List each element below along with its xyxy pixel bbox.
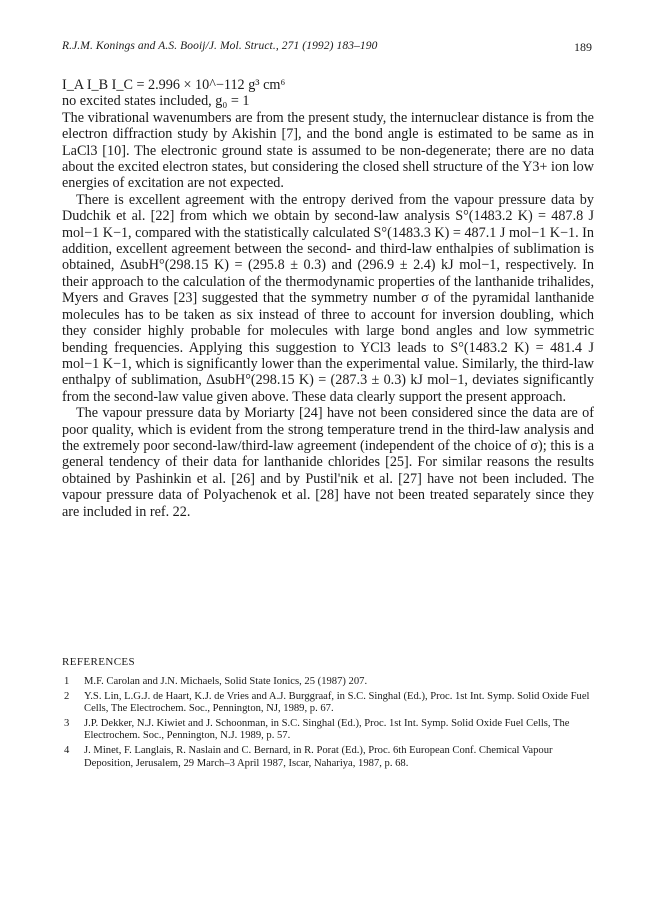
excited-states-line: no excited states included, g₀ = 1 xyxy=(62,93,250,110)
reference-number: 1 xyxy=(64,676,70,687)
reference-text: M.F. Carolan and J.N. Michaels, Solid State Ionics, 25 (1987) 207. xyxy=(84,676,368,687)
running-head: R.J.M. Konings and A.S. Booij/J. Mol. Struct., 271 (1992) 183–190 xyxy=(62,40,378,52)
paragraph-1: The vibrational wavenumbers are from the present study, the internuclear distance is from the electron diffraction study by Akishin [7], and the bond angle is estimated to be same as in LaCl3 [10]. The electronic ground state is assumed to be non-degenerate; there are no data about the excited electron states, but considering the closed shell structure of the Y3+ ion low energies of excitation are not expected. xyxy=(62,109,594,192)
reference-text: Y.S. Lin, L.G.J. de Haart, K.J. de Vries and A.J. Burggraaf, in S.C. Singhal (Ed.), Proc. 1st Int. Symp. Solid Oxide Fuel Cells, The Electrochem. Soc., Pennington, NJ, 1989, p. 67. xyxy=(84,690,590,715)
reference-item xyxy=(62,718,594,743)
article-body xyxy=(62,77,594,520)
references-heading: REFERENCES xyxy=(62,656,136,668)
reference-number: 3 xyxy=(64,717,70,729)
reference-number: 2 xyxy=(64,690,70,702)
reference-item xyxy=(62,676,594,689)
reference-item xyxy=(62,691,594,716)
references-section xyxy=(62,656,594,772)
reference-text: J.P. Dekker, N.J. Kiwiet and J. Schoonman, in S.C. Singhal (Ed.), Proc. 1st Int. Symp. Solid Oxide Fuel Cells, The Electrochem. Soc., Pennington, N.J. 1989, p. 57. xyxy=(84,717,570,742)
reference-text: J. Minet, F. Langlais, R. Naslain and C. Bernard, in R. Porat (Ed.), Proc. 6th European Conf. Chemical Vapour Deposition, Jerusalem, 29 March–3 April 1987, Iscar, Nahariya, 1987, p. 68. xyxy=(84,744,553,769)
paragraph-3: The vapour pressure data by Moriarty [24] have not been considered since the data are of poor quality, which is evident from the strong temperature trend in the third-law analysis and the extremely poor second-law/third-law agreement (independent of the choice of σ); this is a general tendency of their data for lanthanide chlorides [25]. For similar reasons the results obtained by Pashinkin et al. [26] and by Pustil'nik et al. [27] have not been included. The vapour pressure data of Polyachenok et al. [28] have not been treated separately since they are included in ref. 22. xyxy=(62,405,594,520)
page-number: 189 xyxy=(574,40,592,54)
moment-of-inertia-line: I_A I_B I_C = 2.996 × 10^−112 g³ cm⁶ xyxy=(62,77,286,93)
reference-item xyxy=(62,745,594,770)
page-header xyxy=(62,40,592,58)
reference-number: 4 xyxy=(64,744,70,756)
paragraph-2: There is excellent agreement with the entropy derived from the vapour pressure data by Dudchik et al. [22] from which we obtain by second-law analysis S°(1483.2 K) = 487.8 J mol−1 K−1, compared with the statistically calculated S°(1483.3 K) = 487.1 J mol−1 K−1. In addition, excellent agreement between the second- and third-law enthalpies of sublimation is obtained, ΔsubH°(298.15 K) = (295.8 ± 0.3) and (296.9 ± 2.4) kJ mol−1, respectively. In their approach to the calculation of the thermodynamic properties of the lanthanide trihalides, Myers and Graves [23] suggested that the symmetry number σ of the pyramidal lanthanide molecules has to be taken as six instead of three to account for inversion doubling, which they consider highly probable for molecules with large bond angles and low symmetric bending frequencies. Applying this suggestion to YCl3 leads to S°(1483.2 K) = 481.4 J mol−1 K−1, which is significantly lower than the experimental value. Similarly, the third-law enthalpy of sublimation, ΔsubH°(298.15 K) = (287.3 ± 0.3) kJ mol−1, deviates significantly from the second-law value given above. These data clearly support the present approach. xyxy=(62,191,594,405)
